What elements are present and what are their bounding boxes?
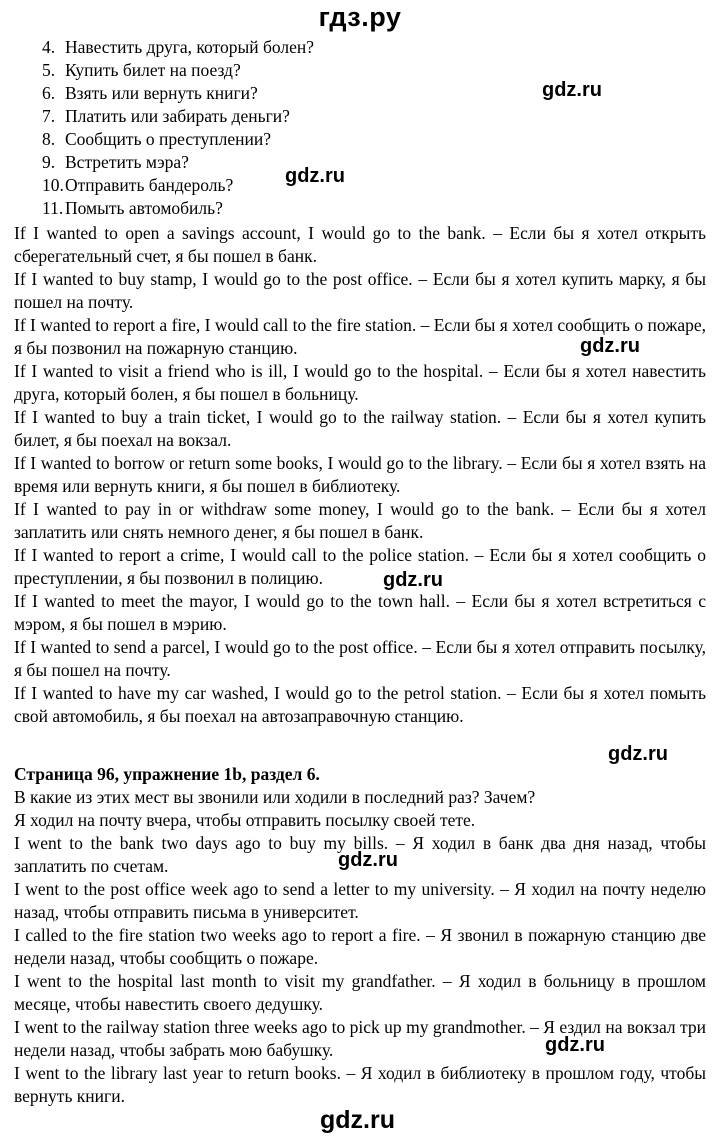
list-item-text: Навестить друга, который болен? bbox=[65, 37, 315, 57]
task-list bbox=[14, 36, 706, 220]
answers-section-1 bbox=[14, 222, 706, 728]
list-item bbox=[14, 174, 706, 197]
watermark: gdz.ru bbox=[338, 849, 398, 871]
section-heading: Страница 96, упражнение 1b, раздел 6. bbox=[14, 764, 320, 784]
list-item bbox=[14, 128, 706, 151]
list-item-number: 8. bbox=[42, 129, 56, 149]
answer-paragraph: I went to the library last year to return books. – Я ходил в библиотеку в прошлом году, чтобы вернуть книги. bbox=[14, 1063, 706, 1106]
watermark: gdz.ru bbox=[383, 569, 443, 591]
answer-paragraph: If I wanted to have my car washed, I would go to the petrol station. – Если бы я хотел помыть свой автомобиль, я бы поехал на автозаправочную станцию. bbox=[14, 683, 706, 726]
list-item-number: 9. bbox=[42, 152, 56, 172]
page-content bbox=[0, 34, 720, 1108]
list-item-number: 5. bbox=[42, 60, 56, 80]
answer-paragraph: If I wanted to report a crime, I would call to the police station. – Если бы я хотел сообщить о преступлении, я бы позвонил в полицию. bbox=[14, 545, 706, 588]
answer-paragraph: I went to the bank two days ago to buy my bills. – Я ходил в банк два дня назад, чтобы заплатить по счетам. bbox=[14, 833, 706, 876]
exercise-question: В какие из этих мест вы звонили или ходили в последний раз? Зачем? bbox=[14, 787, 536, 807]
answer-paragraph: If I wanted to buy a train ticket, I would go to the railway station. – Если бы я хотел купить билет, я бы поехал на вокзал. bbox=[14, 407, 706, 450]
watermark: gdz.ru bbox=[608, 743, 668, 765]
list-item bbox=[14, 36, 706, 59]
answer-paragraph: I went to the post office week ago to send a letter to my university. – Я ходил на почту неделю назад, чтобы отправить письма в университет. bbox=[14, 879, 706, 922]
answer-paragraph: I went to the hospital last month to visit my grandfather. – Я ходил в больницу в прошлом месяце, чтобы навестить своего дедушку. bbox=[14, 971, 706, 1014]
answer-paragraph: If I wanted to send a parcel, I would go to the post office. – Если бы я хотел отправить посылку, я бы пошел на почту. bbox=[14, 637, 706, 680]
watermark: gdz.ru bbox=[320, 1106, 395, 1134]
list-item-text: Сообщить о преступлении? bbox=[65, 129, 272, 149]
list-item bbox=[14, 79, 706, 105]
list-item-number: 6. bbox=[42, 83, 56, 103]
answer-paragraph: I called to the fire station two weeks ago to report a fire. – Я звонил в пожарную станцию две недели назад, чтобы сообщить о пожаре. bbox=[14, 925, 706, 968]
list-item-text: Помыть автомобиль? bbox=[65, 198, 223, 218]
watermark: gdz.ru bbox=[542, 79, 602, 101]
list-item bbox=[14, 59, 706, 82]
list-item-text: Купить билет на поезд? bbox=[65, 60, 241, 80]
list-item-text: Взять или вернуть книги? bbox=[65, 83, 258, 103]
answer-paragraph: If I wanted to borrow or return some books, I would go to the library. – Если бы я хотел взять на время или вернуть книги, я бы пошел в библиотеку. bbox=[14, 453, 706, 496]
watermark: gdz.ru bbox=[580, 335, 640, 357]
list-item-number: 11. bbox=[42, 198, 64, 218]
answer-paragraph: I went to the railway station three weeks ago to pick up my grandmother. – Я ездил на вокзал три недели назад, чтобы забрать мою бабушку. bbox=[14, 1017, 706, 1060]
list-item-text: Отправить бандероль? bbox=[65, 175, 234, 195]
answer-paragraph: If I wanted to open a savings account, I would go to the bank. – Если бы я хотел открыть сберегательный счет, я бы пошел в банк. bbox=[14, 223, 706, 266]
list-item-number: 7. bbox=[42, 106, 56, 126]
answer-paragraph: If I wanted to pay in or withdraw some money, I would go to the bank. – Если бы я хотел заплатить или снять немного денег, я бы пошел в банк. bbox=[14, 499, 706, 542]
watermark: gdz.ru bbox=[285, 165, 345, 187]
list-item bbox=[14, 151, 706, 174]
answer-paragraph: If I wanted to buy stamp, I would go to the post office. – Если бы я хотел купить марку, я бы пошел на почту. bbox=[14, 269, 706, 312]
exercise-example: Я ходил на почту вчера, чтобы отправить посылку своей тете. bbox=[14, 810, 476, 830]
list-item-number: 10. bbox=[42, 175, 64, 195]
list-item-number: 4. bbox=[42, 37, 56, 57]
list-item bbox=[14, 197, 706, 220]
list-item-text: Встретить мэра? bbox=[65, 152, 189, 172]
answer-paragraph: If I wanted to visit a friend who is ill, I would go to the hospital. – Если бы я хотел навестить друга, который болен, я бы пошел в больницу. bbox=[14, 361, 706, 404]
site-header-logo: гдз.ру bbox=[318, 2, 402, 32]
list-item-text: Платить или забирать деньги? bbox=[65, 106, 290, 126]
list-item bbox=[14, 105, 706, 128]
watermark: gdz.ru bbox=[545, 1034, 605, 1056]
answer-paragraph: If I wanted to meet the mayor, I would go to the town hall. – Если бы я хотел встретиться с мэром, я бы пошел в мэрию. bbox=[14, 591, 706, 634]
answer-paragraph: If I wanted to report a fire, I would call to the fire station. – Если бы я хотел сообщить о пожаре, я бы позвонил на пожарную станцию. bbox=[14, 315, 706, 358]
answers-section-2 bbox=[14, 763, 706, 1108]
